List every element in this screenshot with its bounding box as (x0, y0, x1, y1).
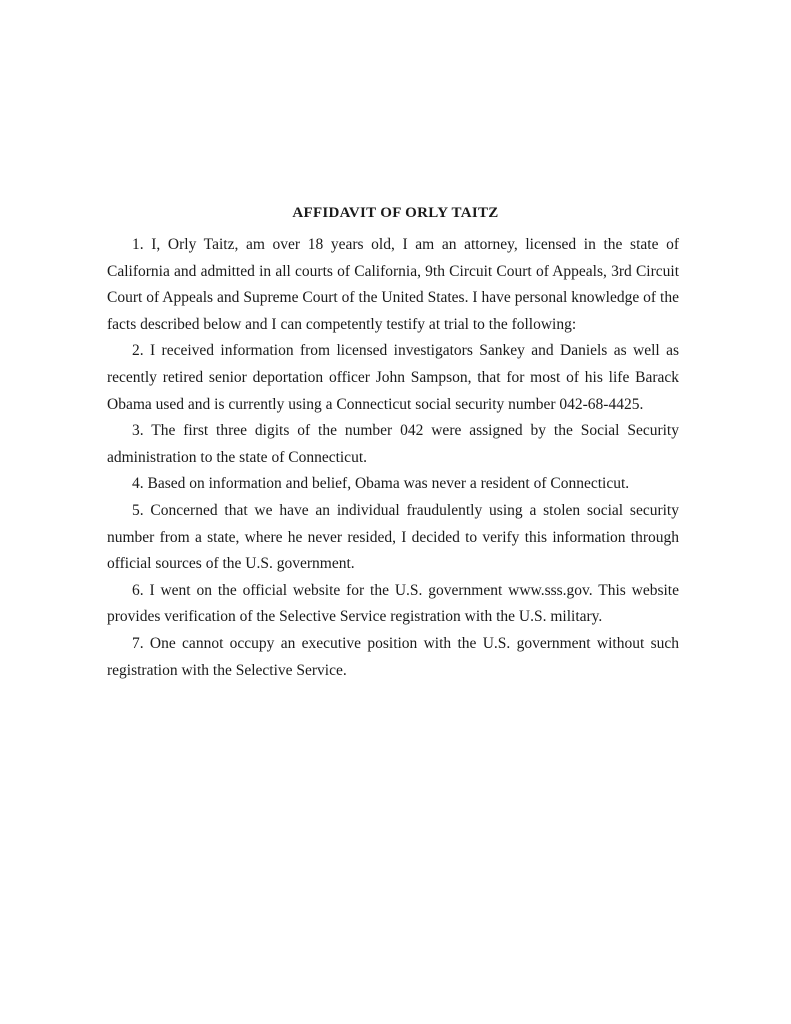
paragraph-5: 5. Concerned that we have an individual fraudulently using a stolen social security number from a state, where he never resided, I decided to verify this information through official sources of the U.S. government. (107, 501, 679, 573)
paragraph-7: 7. One cannot occupy an executive position with the U.S. government without such registration with the Selective Service. (107, 634, 679, 679)
paragraph-1: 1. I, Orly Taitz, am over 18 years old, I am an attorney, licensed in the state of California and admitted in all courts of California, 9th Circuit Court of Appeals, 3rd Circuit Court of Appeals and Supreme Court of the United States. I have personal knowledge of the facts described below and I can competently testify at trial to the following: (107, 236, 679, 333)
paragraph-4: 4. Based on information and belief, Obama was never a resident of Connecticut. (132, 475, 630, 493)
paragraph-2: 2. I received information from licensed investigators Sankey and Daniels as well as recently retired senior deportation officer John Sampson, that for most of his life Barack Obama used and is currently using a Connecticut social security number 042-68-4425. (107, 342, 679, 413)
paragraph-6: 6. I went on the official website for the U.S. government www.sss.gov. This website provides verification of the Selective Service registration with the U.S. military. (107, 581, 679, 626)
document-title: AFFIDAVIT OF ORLY TAITZ (292, 205, 499, 221)
paragraph-3: 3. The first three digits of the number 042 were assigned by the Social Security administration to the state of Connecticut. (107, 422, 679, 466)
document-body (107, 232, 679, 684)
